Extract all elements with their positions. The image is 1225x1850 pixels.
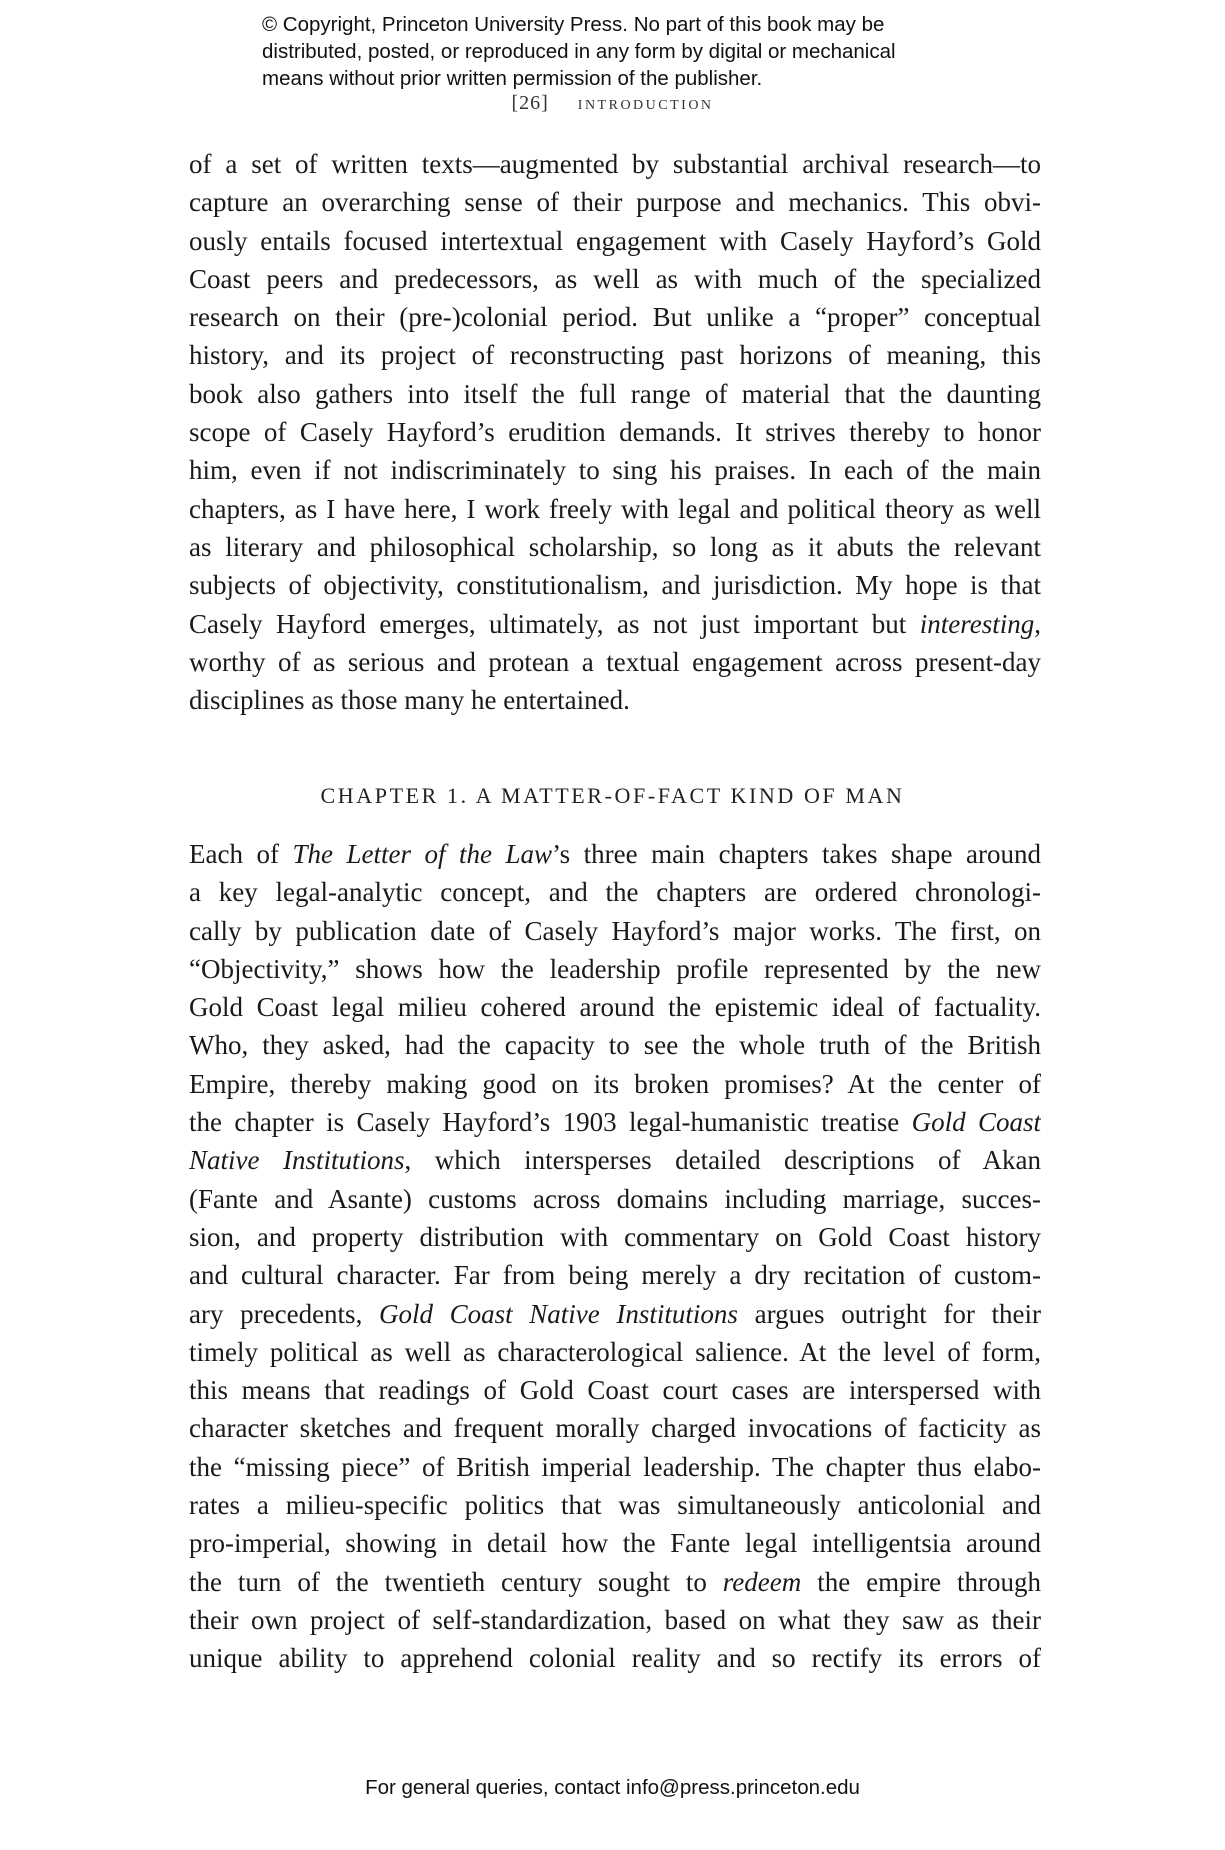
text-line: history, and its project of reconstructing past horizons of meaning, this xyxy=(189,340,1041,371)
text-line: timely political as well as characterological salience. At the level of form, xyxy=(189,1336,1041,1367)
text-line: a key legal-analytic concept, and the chapters are ordered chronologi- xyxy=(189,877,1041,908)
body-paragraph xyxy=(189,145,1041,719)
text-line: (Fante and Asante) customs across domains including marriage, succes- xyxy=(189,1183,1041,1214)
text-line: character sketches and frequent morally charged invocations of facticity as xyxy=(189,1413,1041,1444)
page-number: [26] xyxy=(511,92,549,114)
text-line: research on their (pre-)colonial period. But unlike a “proper” conceptual xyxy=(189,302,1041,333)
text-line: the “missing piece” of British imperial leadership. The chapter thus elabo- xyxy=(189,1451,1041,1482)
copyright-notice xyxy=(262,11,982,92)
italic-text: Gold Coast Native Institutions xyxy=(378,1298,738,1329)
text-line: ary precedents, Gold Coast Native Institutions argues outright for their xyxy=(189,1298,1041,1329)
text-line: the turn of the twentieth century sought to redeem the empire through xyxy=(189,1566,1041,1597)
footer-contact: For general queries, contact info@press.princeton.edu xyxy=(365,1776,860,1799)
italic-text: interesting xyxy=(919,608,1035,639)
text-line: pro-imperial, showing in detail how the Fante legal intelligentsia around xyxy=(189,1528,1041,1559)
italic-text: Gold Coast xyxy=(911,1107,1041,1138)
text-line: this means that readings of Gold Coast court cases are interspersed with xyxy=(189,1375,1041,1406)
text-line: unique ability to apprehend colonial reality and so rectify its errors of xyxy=(189,1643,1041,1674)
text-line: Native Institutions, which intersperses detailed descriptions of Akan xyxy=(189,1145,1041,1176)
text-line: as literary and philosophical scholarship, so long as it abuts the relevant xyxy=(189,531,1041,562)
text-line: Each of The Letter of the Law’s three main chapters takes shape around xyxy=(189,839,1041,869)
section-title: introduction xyxy=(577,92,714,114)
copyright-line: means without prior written permission of the publisher. xyxy=(262,67,763,90)
text-line: Empire, thereby making good on its broken promises? At the center of xyxy=(189,1068,1041,1099)
text-line: Who, they asked, had the capacity to see the whole truth of the British xyxy=(189,1030,1041,1061)
text-line: him, even if not indiscriminately to sing his praises. In each of the main xyxy=(189,455,1041,486)
italic-text: Native Institutions xyxy=(189,1145,405,1176)
italic-text: The Letter of the Law xyxy=(292,839,553,869)
text-line: rates a milieu-specific politics that was simultaneously anticolonial and xyxy=(189,1490,1041,1521)
text-line: chapters, as I have here, I work freely with legal and political theory as well xyxy=(189,493,1041,524)
text-line: “Objectivity,” shows how the leadership profile represented by the new xyxy=(189,953,1041,984)
text-line: capture an overarching sense of their purpose and mechanics. This obvi- xyxy=(189,187,1041,218)
text-line: Coast peers and predecessors, as well as with much of the specialized xyxy=(189,263,1041,294)
text-line: and cultural character. Far from being merely a dry recitation of custom- xyxy=(189,1260,1041,1291)
text-line: subjects of objectivity, constitutionalism, and jurisdiction. My hope is that xyxy=(189,570,1041,601)
text-line: disciplines as those many he entertained. xyxy=(189,685,630,716)
text-line: Casely Hayford emerges, ultimately, as not just important but interesting, xyxy=(189,608,1041,639)
text-line: the chapter is Casely Hayford’s 1903 legal-humanistic treatise Gold Coast xyxy=(189,1107,1041,1138)
text-line: book also gathers into itself the full range of material that the daunting xyxy=(189,378,1041,409)
body-paragraph xyxy=(189,835,1041,1678)
copyright-line: © Copyright, Princeton University Press. No part of this book may be xyxy=(262,13,885,36)
chapter-heading: CHAPTER 1. A MATTER-OF-FACT KIND OF MAN xyxy=(320,783,905,808)
text-line: sion, and property distribution with commentary on Gold Coast history xyxy=(189,1221,1041,1252)
italic-text: redeem xyxy=(722,1566,802,1597)
copyright-line: distributed, posted, or reproduced in any form by digital or mechanical xyxy=(262,40,896,63)
text-line: scope of Casely Hayford’s erudition demands. It strives thereby to honor xyxy=(189,417,1041,448)
text-line: Gold Coast legal milieu cohered around the epistemic ideal of factuality. xyxy=(189,992,1041,1023)
text-line: of a set of written texts—augmented by substantial archival research—to xyxy=(189,149,1041,179)
text-line: cally by publication date of Casely Hayford’s major works. The first, on xyxy=(189,915,1041,946)
text-line: their own project of self-standardization, based on what they saw as their xyxy=(189,1604,1041,1635)
running-head xyxy=(0,92,1225,115)
text-line: ously entails focused intertextual engagement with Casely Hayford’s Gold xyxy=(189,225,1041,256)
text-line: worthy of as serious and protean a textual engagement across present-day xyxy=(189,646,1041,677)
